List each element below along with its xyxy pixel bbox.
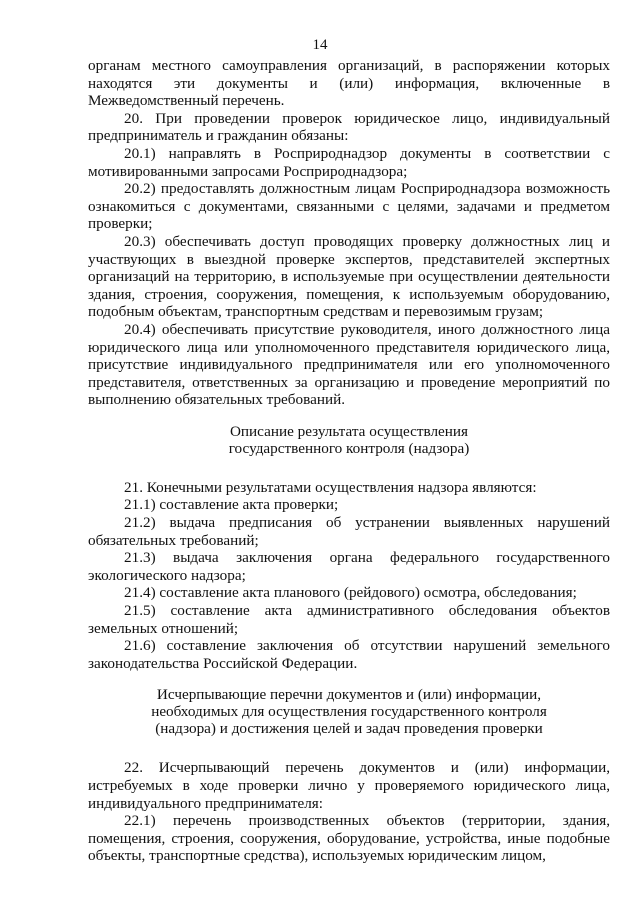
paragraph: 21.3) выдача заключения органа федерального государственного экологического надзора; [88,549,610,584]
paragraph: 20.4) обеспечивать присутствие руководителя, иного должностного лица юридического лица или уполномоченного представителя юридического лица, присутствие индивидуального предпринимателя или его уполномоченного представителя, ответственных за организацию и проведение мероприятий по выполнению обязательных требований. [88,320,610,409]
heading-line: Исчерпывающие перечни документов и (или) информации, [156,686,542,704]
heading-line: (надзора) и достижения целей и задач проведения проверки [155,720,543,738]
paragraph: 20.3) обеспечивать доступ проводящих проверку должностных лиц и участвующих в выездной проверке экспертов, представителей экспертных организаций на территорию, в используемые при осуществлении деятельности здания, строения, сооружения, помещения, к используемым оборудованию, подобным объектам, транспортным средствам и перевозимым грузам; [88,232,610,321]
paragraph: 20. При проведении проверок юридическое лицо, индивидуальный предприниматель и гражданин обязаны: [88,109,610,145]
document-body [88,57,610,865]
paragraph: 20.2) предоставлять должностным лицам Росприроднадзора возможность ознакомиться с документами, связанными с целями, задачами и предметом проверки; [88,180,610,233]
paragraph: 21. Конечными результатами осуществления надзора являются: [124,478,537,496]
paragraph: 22.1) перечень производственных объектов (территории, здания, помещения, строения, сооружения, оборудование, устройства, иные подобные объекты, транспортные средства), используемых юридическим лицом, [88,812,610,865]
paragraph: 21.6) составление заключения об отсутствии нарушений земельного законодательства Российской Федерации. [88,637,610,672]
section-heading-results [88,423,610,457]
heading-line: государственного контроля (надзора) [228,439,470,457]
paragraph: органам местного самоуправления организаций, в распоряжении которых находятся эти документы и (или) информация, включенные в Межведомственный перечень. [88,57,610,110]
paragraph: 22. Исчерпывающий перечень документов и (или) информации, истребуемых в ходе проверки лично у проверяемого юридического лица, индивидуального предпринимателя: [88,759,610,812]
paragraph: 21.1) составление акта проверки; [124,496,339,514]
paragraph: 21.4) составление акта планового (рейдового) осмотра, обследования; [124,584,577,602]
page-number: 14 [312,37,328,53]
heading-line: Описание результата осуществления [229,422,469,440]
heading-line: необходимых для осуществления государственного контроля [151,703,547,721]
section-heading-documents [88,686,610,737]
paragraph: 21.2) выдача предписания об устранении выявленных нарушений обязательных требований; [88,514,610,549]
paragraph: 21.5) составление акта административного обследования объектов земельных отношений; [88,602,610,637]
paragraph: 20.1) направлять в Росприроднадзор документы в соответствии с мотивированными запросами Росприроднадзора; [88,144,610,180]
